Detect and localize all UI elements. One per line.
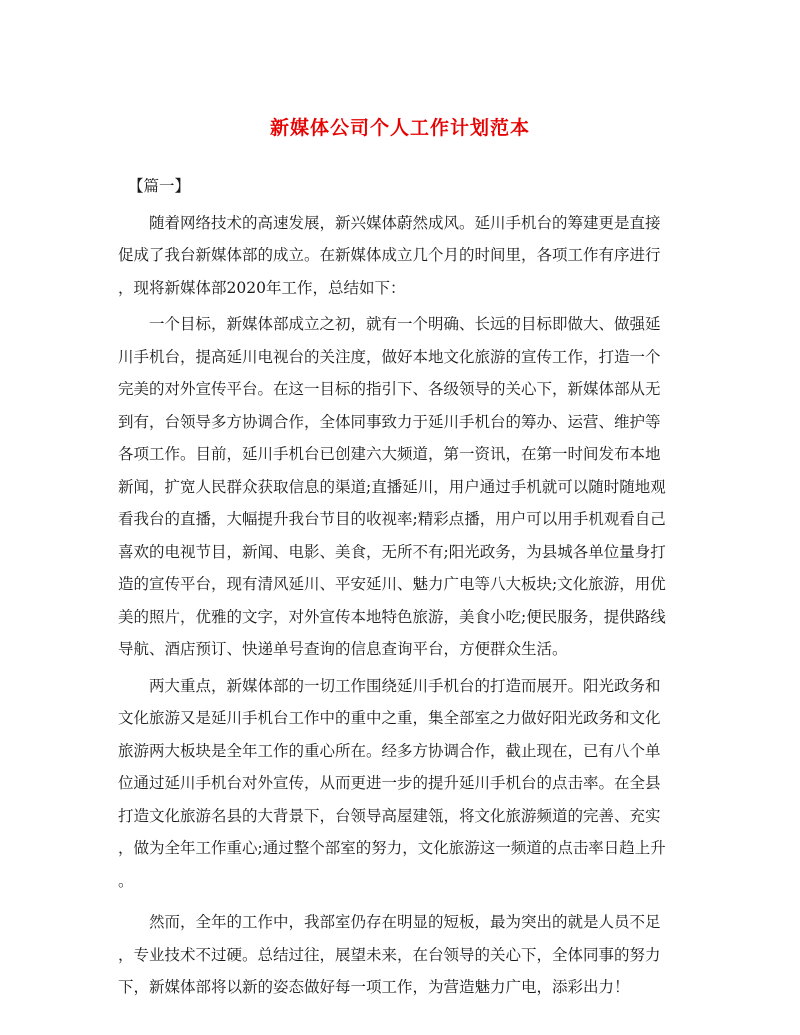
paragraph-line: 导航、酒店预订、快递单号查询的信息查询平台，方便群众生活。 — [118, 640, 568, 658]
paragraph-line: 打造文化旅游名县的大背景下，台领导高屋建瓴，将文化旅游频道的完善、充实 — [118, 806, 661, 825]
paragraph-4 — [118, 906, 688, 1004]
paragraph-line: 完美的对外宣传平台。在这一目标的指引下、各级领导的关心下，新媒体部从无 — [118, 380, 661, 398]
paragraph-line: 美的照片，优雅的文字，对外宣传本地特色旅游，美食小吃;便民服务，提供路线 — [118, 607, 666, 626]
paragraph-3 — [118, 670, 688, 898]
paragraph-line: 。 — [118, 871, 134, 890]
paragraph-line: 一个目标，新媒体部成立之初，就有一个明确、长远的目标即做大、做强延 — [149, 315, 661, 333]
paragraph-line: 各项工作。目前，延川手机台已创建六大频道，第一资讯，在第一时间发布本地 — [118, 445, 661, 463]
paragraph-line: 位通过延川手机台对外宣传，从而更进一步的提升延川手机台的点击率。在全县 — [118, 774, 661, 792]
paragraph-line: 下，新媒体部将以新的姿态做好每一项工作，为营造魅力广电，添彩出力！ — [118, 978, 630, 996]
paragraph-line: 新闻，扩宽人民群众获取信息的渠道;直播延川，用户通过手机就可以随时随地观 — [118, 477, 666, 496]
paragraph-line: 造的宣传平台，现有清风延川、平安延川、魅力广电等八大板块;文化旅游，用优 — [118, 575, 666, 593]
paragraph-line: 随着网络技术的高速发展，新兴媒体蔚然成风。延川手机台的筹建更是直接 — [149, 213, 661, 232]
paragraph-line: ，做为全年工作重心;通过整个部室的努力，文化旅游这一频道的点击率日趋上升 — [118, 839, 666, 857]
paragraph-line: 文化旅游又是延川手机台工作中的重中之重，集全部室之力做好阳光政务和文化 — [118, 709, 661, 727]
paragraph-line: 到有，台领导多方协调合作，全体同事致力于延川手机台的筹办、运营、维护等 — [118, 412, 661, 431]
paragraph-line: 然而，全年的工作中，我部室仍存在明显的短板，最为突出的就是人员不足 — [149, 913, 661, 931]
paragraph-line: 旅游两大板块是全年工作的重心所在。经多方协调合作，截止现在，已有八个单 — [118, 741, 661, 760]
paragraph-2 — [118, 308, 688, 666]
paragraph-line: 促成了我台新媒体部的成立。在新媒体成立几个月的时间里，各项工作有序进行 — [118, 246, 661, 264]
document-body — [118, 170, 688, 1004]
paragraph-line: ，现将新媒体部2020年工作，总结如下： — [118, 278, 406, 297]
paragraph-line: 喜欢的电视节目，新闻、电影、美食，无所不有;阳光政务，为县城各单位量身打 — [118, 542, 666, 561]
paragraph-line: 两大重点，新媒体部的一切工作围绕延川手机台的打造而展开。阳光政务和 — [149, 676, 661, 695]
paragraph-1 — [118, 207, 688, 305]
section-label: 【篇一】 — [128, 177, 191, 195]
paragraph-line: 看我台的直播，大幅提升我台节目的收视率;精彩点播，用户可以用手机观看自己 — [118, 510, 666, 528]
paragraph-line: 川手机台，提高延川电视台的关注度，做好本地文化旅游的宣传工作，打造一个 — [118, 347, 661, 366]
paragraph-line: ，专业技术不过硬。总结过往，展望未来，在台领导的关心下，全体同事的努力 — [118, 945, 661, 964]
document-title: 新媒体公司个人工作计划范本 — [269, 117, 530, 139]
